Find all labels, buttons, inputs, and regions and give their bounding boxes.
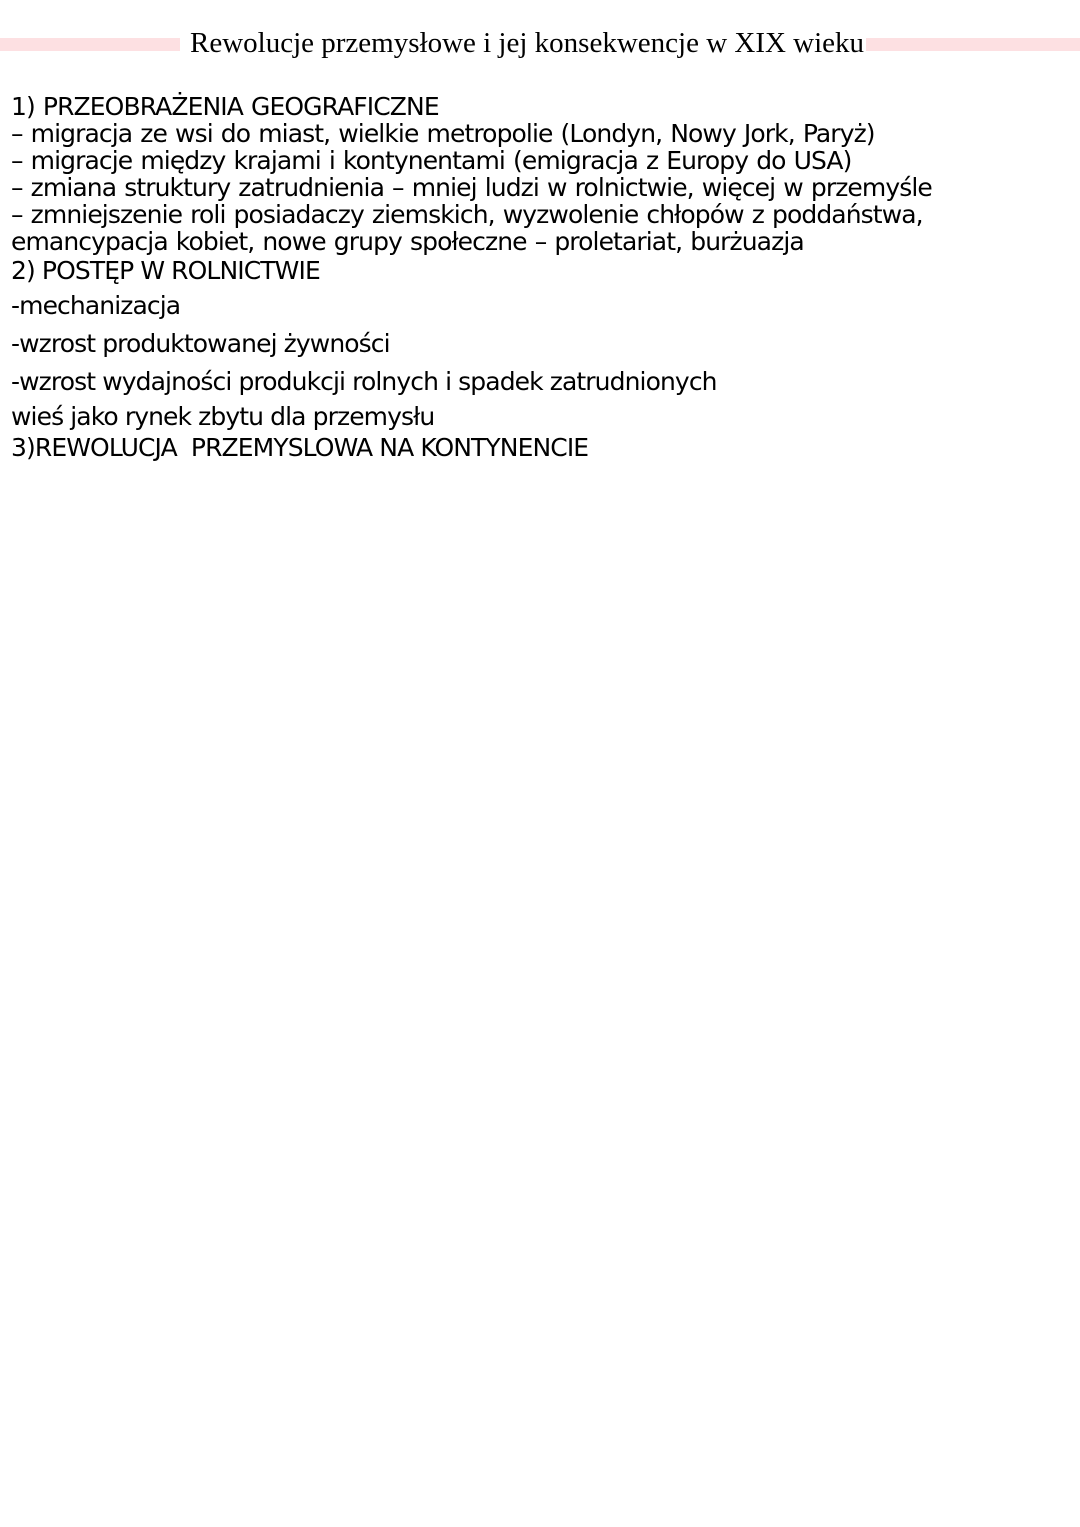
text-line: – zmniejszenie roli posiadaczy ziemskich, wyzwolenie chłopów z poddaństwa, xyxy=(11,200,923,229)
text-line: – zmiana struktury zatrudnienia – mniej ludzi w rolnictwie, więcej w przemyśle xyxy=(11,173,932,202)
list-item: -mechanizacja xyxy=(11,291,181,320)
text-line: – migracja ze wsi do miast, wielkie metropolie (Londyn, Nowy Jork, Paryż) xyxy=(11,119,875,148)
title-row xyxy=(0,24,1080,64)
title-bar-left xyxy=(0,38,180,51)
section-agriculture-progress xyxy=(11,255,1071,433)
section-heading: 3)REWOLUCJA PRZEMYSLOWA NA KONTYNENCIE xyxy=(11,433,589,462)
title-bar-right xyxy=(866,38,1080,51)
text-line: emancypacja kobiet, nowe grupy społeczne – proletariat, burżuazja xyxy=(11,227,804,256)
list-item: wieś jako rynek zbytu dla przemysłu xyxy=(11,402,435,431)
list-item: -wzrost produktowanej żywności xyxy=(11,329,390,358)
section-geographic-changes xyxy=(11,93,1071,255)
section-continental-revolution xyxy=(11,433,1071,463)
text-line: – migracje między krajami i kontynentami (emigracja z Europy do USA) xyxy=(11,146,852,175)
document-title: Rewolucje przemysłowe i jej konsekwencje w XIX wieku xyxy=(190,27,865,59)
section-heading: 2) POSTĘP W ROLNICTWIE xyxy=(11,256,320,285)
document-body xyxy=(11,93,1071,463)
list-item: -wzrost wydajności produkcji rolnych i spadek zatrudnionych xyxy=(11,367,717,396)
section-heading: 1) PRZEOBRAŻENIA GEOGRAFICZNE xyxy=(11,92,439,121)
